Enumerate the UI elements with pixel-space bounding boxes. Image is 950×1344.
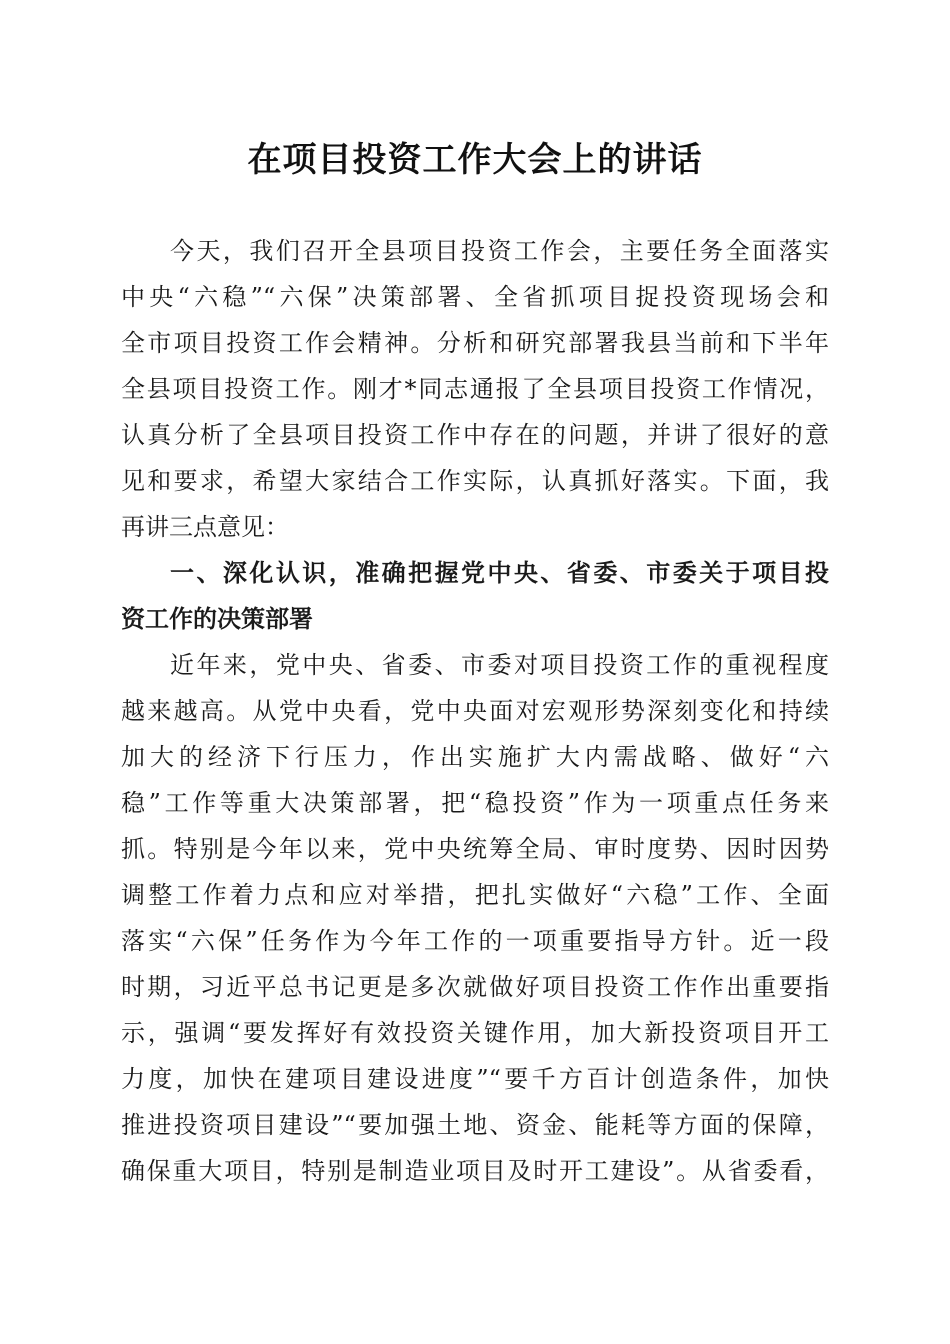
paragraph-line: 今天，我们召开全县项目投资工作会，主要任务全面落实	[170, 237, 829, 265]
paragraph-line: 抓。特别是今年以来，党中央统筹全局、审时度势、因时因势	[121, 835, 829, 863]
page-title: 在项目投资工作大会上的讲话	[247, 140, 703, 180]
paragraph-line: 时期，习近平总书记更是多次就做好项目投资工作作出重要指	[121, 973, 829, 1001]
paragraph-line: 调整工作着力点和应对举措，把扎实做好“六稳”工作、全面	[121, 881, 829, 909]
paragraph-line: 近年来，党中央、省委、市委对项目投资工作的重视程度	[170, 651, 829, 679]
paragraph-line: 见和要求，希望大家结合工作实际，认真抓好落实。下面，我	[121, 467, 829, 495]
paragraph-line: 全市项目投资工作会精神。分析和研究部署我县当前和下半年	[121, 329, 829, 357]
paragraph-line: 推进投资项目建设”“要加强土地、资金、能耗等方面的保障，	[121, 1111, 829, 1139]
paragraph-line: 全县项目投资工作。刚才*同志通报了全县项目投资工作情况，	[121, 375, 829, 403]
paragraph-line: 中央“六稳”“六保”决策部署、全省抓项目捉投资现场会和	[121, 283, 829, 311]
section-heading: 资工作的决策部署	[121, 605, 313, 633]
paragraph-line: 越来越高。从党中央看，党中央面对宏观形势深刻变化和持续	[121, 697, 829, 725]
paragraph-line: 加大的经济下行压力，作出实施扩大内需战略、做好“六	[121, 743, 829, 771]
paragraph-line: 示，强调“要发挥好有效投资关键作用，加大新投资项目开工	[121, 1019, 829, 1047]
paragraph-line: 确保重大项目，特别是制造业项目及时开工建设”。从省委看，	[121, 1157, 829, 1185]
paragraph-line: 再讲三点意见：	[121, 513, 289, 541]
paragraph-line: 力度，加快在建项目建设进度”“要千方百计创造条件，加快	[121, 1065, 829, 1093]
paragraph-line: 稳”工作等重大决策部署，把“稳投资”作为一项重点任务来	[121, 789, 829, 817]
paragraph-line: 落实“六保”任务作为今年工作的一项重要指导方针。近一段	[121, 927, 829, 955]
section-heading: 一、深化认识，准确把握党中央、省委、市委关于项目投	[170, 559, 829, 587]
paragraph-line: 认真分析了全县项目投资工作中存在的问题，并讲了很好的意	[121, 421, 829, 449]
